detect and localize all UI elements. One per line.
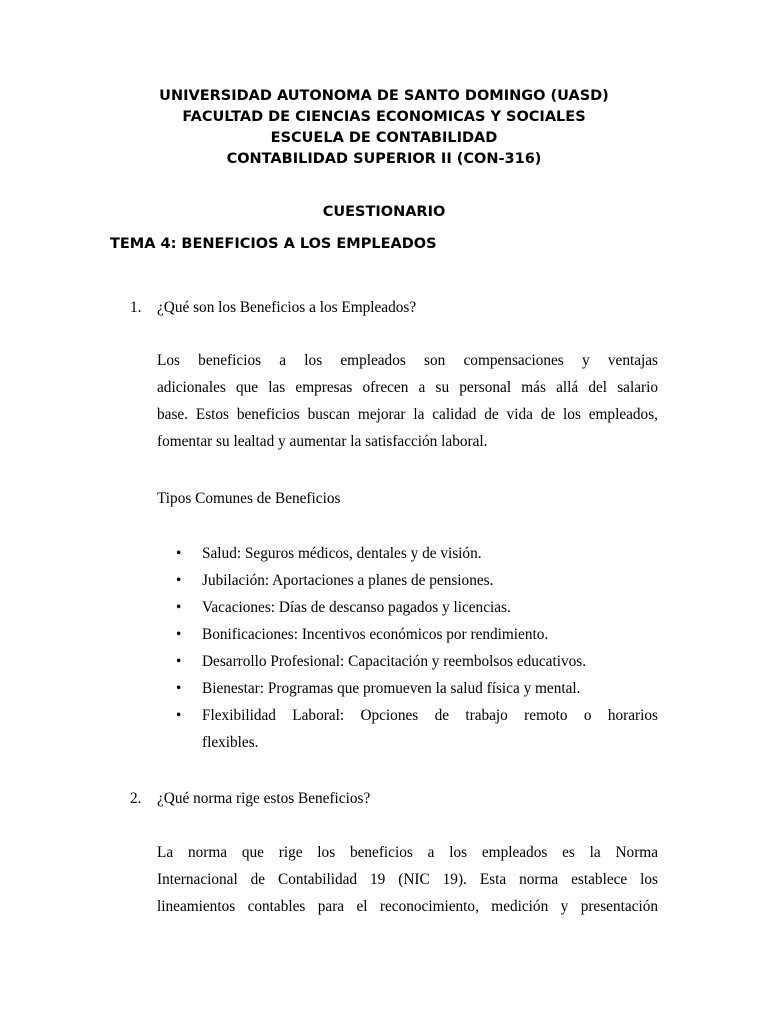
bullet-icon: • bbox=[176, 707, 182, 724]
list-item-text: Jubilación: Aportaciones a planes de pensiones. bbox=[202, 572, 494, 589]
bullet-icon: • bbox=[176, 599, 182, 616]
bullet-icon: • bbox=[176, 653, 182, 670]
topic-heading: TEMA 4: BENEFICIOS A LOS EMPLEADOS bbox=[110, 236, 437, 252]
bullet-icon: • bbox=[176, 572, 182, 589]
answer-1-paragraph bbox=[157, 347, 658, 455]
list-item bbox=[157, 540, 658, 567]
faculty-name: FACULTAD DE CIENCIAS ECONOMICAS Y SOCIALES bbox=[182, 109, 586, 125]
university-name: UNIVERSIDAD AUTONOMA DE SANTO DOMINGO (UASD) bbox=[159, 88, 609, 104]
bullet-icon: • bbox=[176, 626, 182, 643]
list-item-text: Desarrollo Profesional: Capacitación y reembolsos educativos. bbox=[202, 653, 587, 670]
document-title: CUESTIONARIO bbox=[322, 204, 446, 220]
list-item bbox=[157, 594, 658, 621]
list-item-text: Salud: Seguros médicos, dentales y de visión. bbox=[202, 545, 482, 562]
list-item-text: Vacaciones: Días de descanso pagados y licencias. bbox=[202, 599, 511, 616]
list-item bbox=[157, 702, 658, 756]
paragraph-line: fomentar su lealtad y aumentar la satisfacción laboral. bbox=[157, 433, 488, 450]
benefits-list bbox=[157, 540, 658, 756]
list-item-text: Flexibilidad Laboral: Opciones de trabajo remoto o horarios bbox=[202, 707, 658, 724]
answer-2-paragraph bbox=[157, 839, 658, 920]
school-name: ESCUELA DE CONTABILIDAD bbox=[270, 130, 498, 146]
list-item bbox=[157, 648, 658, 675]
bullet-icon: • bbox=[176, 545, 182, 562]
question-number: 2. bbox=[130, 790, 142, 807]
list-item-text: Bonificaciones: Incentivos económicos por rendimiento. bbox=[202, 626, 549, 643]
paragraph-line: base. Estos beneficios buscan mejorar la calidad de vida de los empleados, bbox=[157, 406, 658, 423]
paragraph-line: adicionales que las empresas ofrecen a su personal más allá del salario bbox=[157, 379, 658, 396]
paragraph-line: La norma que rige los beneficios a los empleados es la Norma bbox=[157, 844, 658, 861]
question-text: ¿Qué norma rige estos Beneficios? bbox=[157, 790, 371, 807]
list-item bbox=[157, 567, 658, 594]
list-item bbox=[157, 675, 658, 702]
question-text: ¿Qué son los Beneficios a los Empleados? bbox=[157, 299, 417, 316]
paragraph-line: Los beneficios a los empleados son compensaciones y ventajas bbox=[157, 352, 658, 369]
benefits-types-subheading: Tipos Comunes de Beneficios bbox=[157, 490, 341, 507]
question-2 bbox=[130, 785, 660, 812]
list-item-text: Bienestar: Programas que promueven la salud física y mental. bbox=[202, 680, 581, 697]
bullet-icon: • bbox=[176, 680, 182, 697]
list-item-text: flexibles. bbox=[202, 734, 259, 751]
list-item bbox=[157, 621, 658, 648]
paragraph-line: Internacional de Contabilidad 19 (NIC 19). Esta norma establece los bbox=[157, 871, 658, 888]
course-name: CONTABILIDAD SUPERIOR II (CON-316) bbox=[226, 151, 542, 167]
paragraph-line: lineamientos contables para el reconocimiento, medición y presentación bbox=[157, 898, 658, 915]
question-1 bbox=[130, 294, 660, 321]
document-header bbox=[0, 86, 768, 170]
question-number: 1. bbox=[130, 299, 142, 316]
